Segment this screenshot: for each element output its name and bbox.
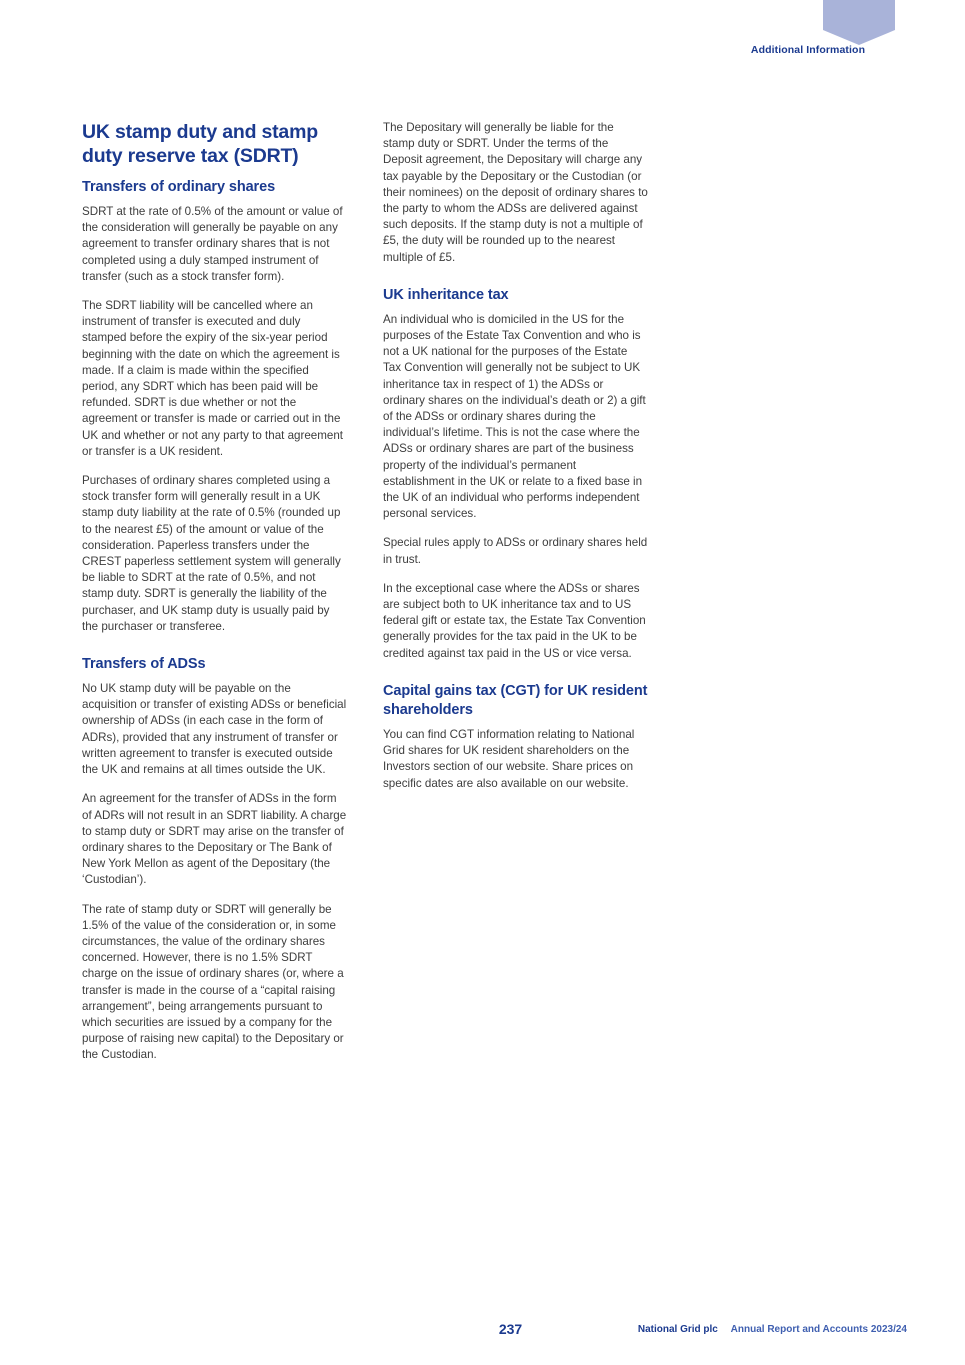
paragraph: The rate of stamp duty or SDRT will generally be 1.5% of the value of the consideration or, in some circumstances, the value of the ordinary shares concerned. However, there is no 1.5% SDRT charge on the issue of ordinary shares (or, where a transfer is made in the course of a “capital raising arrangement”, being arrangements pursuant to which securities are issued by a company for the purpose of raising new capital) to the Depositary or the Custodian. [82,902,344,1062]
paragraph: In the exceptional case where the ADSs or shares are subject both to UK inheritance tax and to US federal gift or estate tax, the Estate Tax Convention generally provides for the tax paid in the UK to be credited against tax paid in the US or vice versa. [383,581,646,660]
paragraph: The Depositary will generally be liable for the stamp duty or SDRT. Under the terms of the Deposit agreement, the Depositary will charge any tax payable by the Depositary or the Custodian (or their nominees) on the deposit of ordinary shares to the party to whom the ADSs are delivered against such deposits. If the stamp duty is not a multiple of £5, the duty will be rounded up to the nearest multiple of £5. [383,121,648,264]
heading-transfers-of-adss: Transfers of ADSs [82,656,206,673]
page-number: 237 [498,1321,523,1337]
paragraph: Purchases of ordinary shares completed using a stock transfer form will generally result in a UK stamp duty liability at the rate of 0.5% (rounded up to the nearest £5) of the amount or value of the consideration. Paperless transfers under the CREST paperless settlement system will generally be liable to SDRT at the rate of 0.5%, and not stamp duty. SDRT is generally the liability of the purchaser, and UK stamp duty is usually paid by the purchaser or transferee. [82,474,341,633]
report-name: Annual Report and Accounts 2023/24 [730,1324,907,1335]
paragraph: The SDRT liability will be cancelled where an instrument of transfer is executed and duly stamped before the expiry of the six-year period beginning with the date on which the agreement is made. If a claim is made within the specified period, any SDRT which has been paid will be refunded. SDRT is due whether or not the agreement or transfer is made or carried out in the UK and whether or not any party to that agreement or transfer is a UK resident. [82,299,344,458]
page-title: UK stamp duty and stamp duty reserve tax (SDRT) [82,121,318,167]
paragraph: SDRT at the rate of 0.5% of the amount or value of the consideration will generally be payable on any agreement to transfer ordinary shares that is not completed using a duly stamped instrument of transfer (such as a stock transfer form). [82,205,343,283]
paragraph: An agreement for the transfer of ADSs in the form of ADRs will not result in an SDRT liability. A charge to stamp duty or SDRT may arise on the transfer of ordinary shares to the Depositary or The Bank of New York Mellon as agent of the Depositary (the ‘Custodian’). [82,792,347,887]
paragraph: An individual who is domiciled in the US for the purposes of the Estate Tax Convention and who is not a UK national for the purposes of the Estate Tax Convention will generally not be subject to UK inheritance tax in respect of 1) the ADSs or ordinary shares on the individual’s death or 2) a gift of the ADSs or ordinary shares during the individual’s lifetime. This is not the case where the ADSs or ordinary shares are part of the business property of the individual’s permanent establishment in the UK or relate to a fixed base in the UK of an individual who performs independent personal services. [383,312,646,521]
page-header [665,0,965,56]
company-name: National Grid plc [637,1324,718,1335]
page-content [82,120,648,1064]
page-footer [0,1321,965,1339]
paragraph: No UK stamp duty will be payable on the acquisition or transfer of existing ADSs or beneficial ownership of ADSs (in each case in the form of ADRs), provided that any instrument of transfer or written agreement to transfer is executed outside the UK and remains at all times outside the UK. [82,682,347,777]
paragraph: Special rules apply to ADSs or ordinary shares held in trust. [383,536,648,566]
footer-attribution [638,1324,907,1335]
right-column [383,120,648,1064]
section-tab-marker [823,0,895,30]
section-label: Additional Information [750,44,866,56]
heading-uk-inheritance-tax: UK inheritance tax [383,286,509,303]
paragraph: You can find CGT information relating to National Grid shares for UK resident shareholders on the Investors section of our website. Share prices on specific dates are also available on our website. [383,727,635,790]
left-column [82,120,347,1064]
heading-capital-gains-tax: Capital gains tax (CGT) for UK resident shareholders [383,682,648,718]
heading-transfers-of-ordinary-shares: Transfers of ordinary shares [82,179,276,195]
